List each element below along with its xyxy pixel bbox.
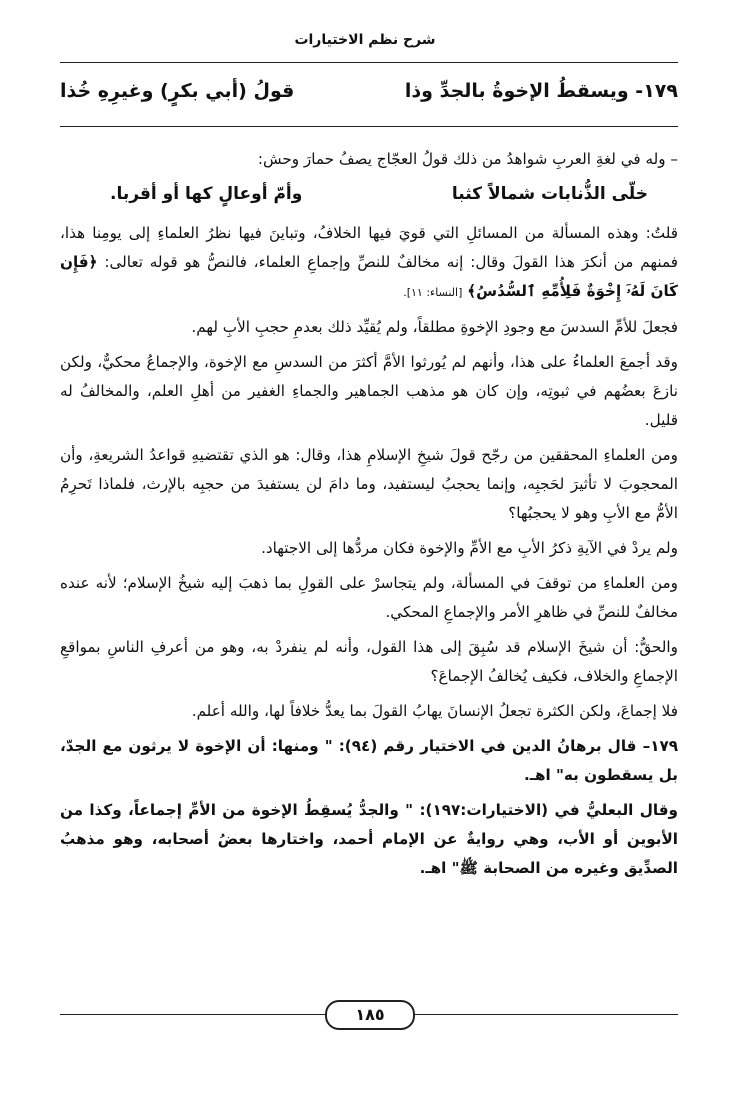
paragraph-7: ومن العلماءِ من توقفَ في المسألة، ولم يتجاسرْ على القولِ بما ذهبَ إليه شيخُ الإسلام؛ لأنه عنده مخالفٌ للنصِّ في ظاهرِ الأمر والإجماعِ المحكي. bbox=[60, 574, 678, 621]
paragraph-5: ومن العلماءِ المحققين من رجّح قولَ شيخِ الإسلامِ هذا، وقال: هو الذي تقتضيهِ قواعدُ الشريعةِ، وأن المحجوبَ لا تأثيرَ لحَجبِه، وإنما يحجبُ ليستفيد، وما دامَ لن يستفيدَ من حجبِه بالإرث، فلماذا تَحرِمُ الأمُّ مع الأبِ وهو لا يحجبُها؟ bbox=[60, 446, 678, 522]
paragraph-6: ولم يردْ في الآيةِ ذكرُ الأبِ مع الأمِّ والإخوة فكان مردُّها إلى الاجتهاد. bbox=[261, 539, 678, 557]
paragraph-1: – وله في لغةِ العربِ شواهدُ من ذلك قولُ العجّاج يصفُ حمارَ وحش: bbox=[257, 150, 678, 168]
verse-hemistich-right: ١٧٩- ويسقطُ الإخوةُ بالجدِّ وذا bbox=[404, 80, 678, 102]
paragraph-2 bbox=[60, 219, 678, 307]
verse-rule bbox=[60, 126, 678, 127]
paragraph-10: ١٧٩– قال برهانُ الدين في الاختيار رقم (٩٤): " ومنها: أن الإخوة لا يرثون مع الجدّ، بل يسقطون به" اهـ. bbox=[60, 737, 679, 784]
header-rule bbox=[60, 62, 678, 63]
paragraph-8: والحقُّ: أن شيخَ الإسلام قد سُبِقَ إلى هذا القول، وأنه لم ينفردْ به، وهو من أعرفِ الناسِ بمواقعِ الإجماعِ والخلاف، فكيف يُخالفُ الإجماعَ؟ bbox=[60, 638, 678, 685]
poem-line bbox=[60, 180, 678, 209]
paragraph-4: وقد أجمعَ العلماءُ على هذا، وأنهم لم يُورثوا الأمَّ أكثرَ من السدسِ مع الإخوة، والإجماعُ محكيٌّ، ولكن نازعَ بعضُهم في ثبوتِه، وإن كان هو مذهب الجماهير والجماءِ الغفير من أهلِ العلم، والمخالفُ له قليل. bbox=[60, 353, 678, 429]
poem-hemistich-left: وأمّ أوعالٍ كها أو أقربا. bbox=[110, 184, 303, 204]
page-footer bbox=[60, 1000, 678, 1030]
page-number: ١٨٥ bbox=[325, 1000, 415, 1030]
quran-reference: [النساء: ١١]. bbox=[403, 286, 463, 299]
body-text bbox=[60, 145, 678, 889]
paragraph-9: فلا إجماعَ، ولكن الكثرة تجعلُ الإنسانَ يهابُ القولَ بما يعدُّ خلافاً لها، والله أعلم. bbox=[191, 702, 678, 720]
quran-verse: ﴿فَإِن كَانَ لَهُۥٓ إِخْوَةٌ فَلِأُمِّهِ ٱلسُّدُسُ﴾ bbox=[60, 253, 678, 300]
paragraph-2-text: قلتُ: وهذه المسألة من المسائلِ التي قويَ فيها الخلافُ، وتباينَ فيها نظرُ العلماءِ إلى يومِنا هذا، فمنهم من أنكرَ هذا القولَ وقال: إنه مخالفٌ للنصِّ وإجماعِ العلماء، فالنصُّ هو قوله تعالى: bbox=[60, 224, 678, 271]
paragraph-11: وقال البعليُّ في (الاختيارات:١٩٧): " والجدُّ يُسقِطُ الإخوة من الأمِّ إجماعاً، وكذا من الأبوين أو الأب، وهي روايةٌ عن الإمام أحمد، واختارها بعضُ أصحابه، وهو مذهبُ الصدِّيق وغيره من الصحابة ﷺ" اهـ. bbox=[60, 801, 678, 877]
paragraph-3: فجعلَ للأمِّ السدسَ مع وجودِ الإخوةِ مطلقاً، ولم يُقيِّد ذلك بعدمِ حجبِ الأبِ لهم. bbox=[191, 318, 678, 336]
verse-hemistich-left: قولُ (أبي بكرٍ) وغيرِهِ خُذا bbox=[60, 80, 295, 102]
running-head: شرح نظم الاختيارات bbox=[294, 32, 436, 48]
verse-line bbox=[60, 80, 678, 102]
poem-hemistich-right: خلّى الذُّنابات شمالاً كثبا bbox=[451, 184, 648, 204]
